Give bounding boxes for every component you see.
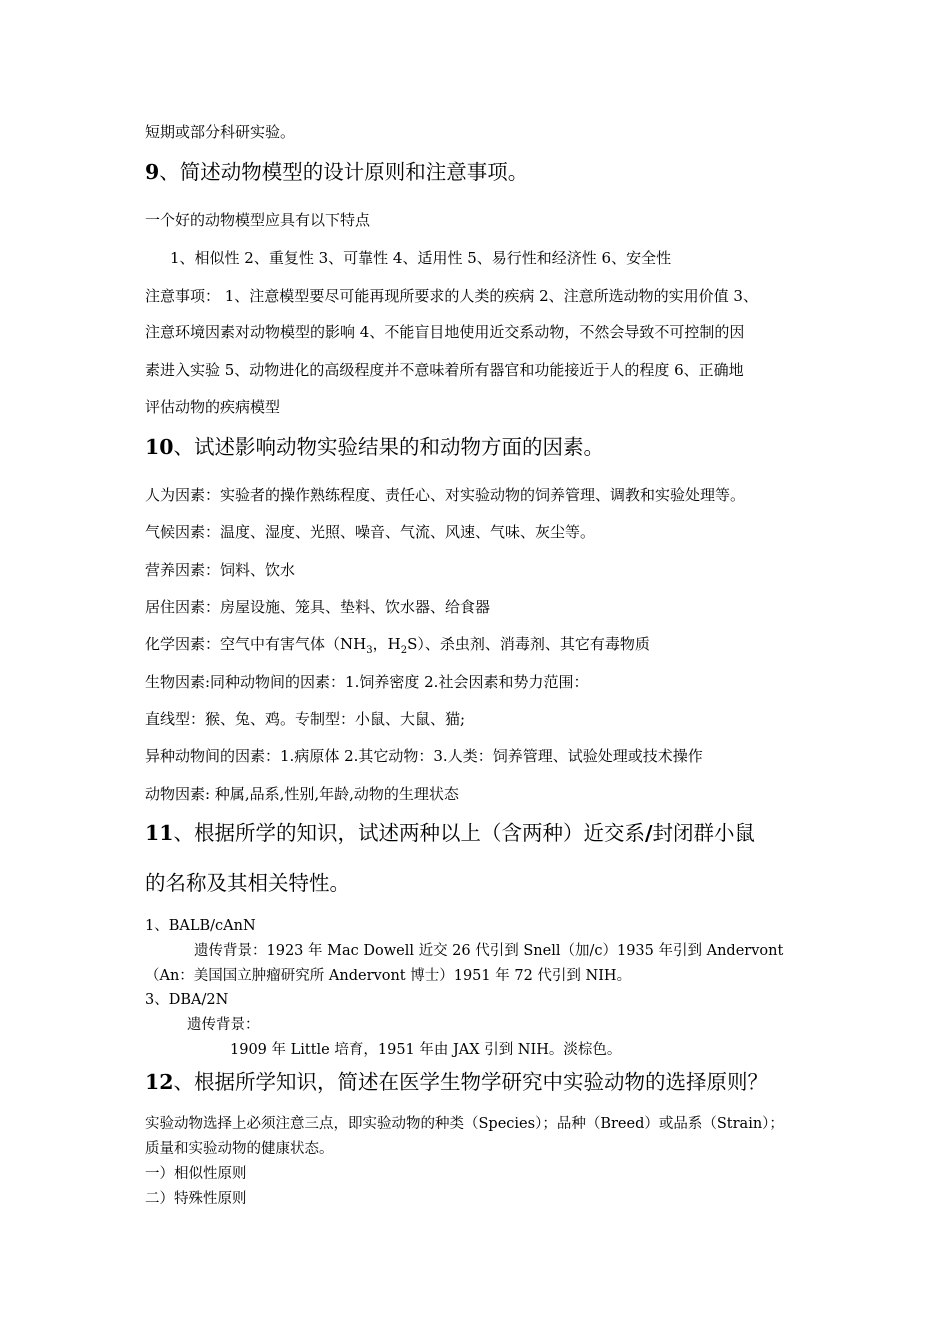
paragraph-text: 1、BALB/cAnN (145, 918, 256, 934)
text-line (145, 990, 228, 1010)
subscript: 3 (366, 645, 373, 656)
text-line (145, 397, 280, 417)
paragraph-text: 遗传背景： (187, 1017, 260, 1033)
paragraph-text: 一）相似性原则 (145, 1166, 247, 1182)
question-text: 、根据所学的知识，试述两种以上（含两种）近交系 (173, 821, 646, 845)
paragraph-text: S）、杀虫剂、消毒剂、其它有毒物质 (407, 635, 650, 653)
text-line (145, 916, 256, 936)
question-text: 、简述动物模型的设计原则和注意事项。 (159, 160, 529, 184)
subscript: 2 (400, 645, 408, 656)
text-line (145, 360, 744, 380)
text-line (145, 597, 490, 617)
paragraph-text: 1909 年 Little 培育，1951 年由 JAX 引到 NIH。淡棕色。 (230, 1042, 622, 1058)
question-heading-10 (145, 433, 604, 461)
paragraph-text: 营养因素：饲料、饮水 (145, 561, 296, 579)
text-line (145, 709, 465, 729)
paragraph-text: （An：美国国立肿瘤研究所 Andervont 博士）1951 年 72 代引到 NIH。 (145, 968, 632, 984)
paragraph-text: 实验动物选择上必须注意三点，即实验动物的种类（Species）；品种（Breed）或品系（Strain）； (145, 1116, 784, 1132)
text-line (145, 560, 295, 580)
question-text: / (645, 821, 653, 845)
paragraph-text: 注意事项： 1、注意模型要尽可能再现所要求的人类的疾病 2、注意所选动物的实用价值 3、 (145, 287, 758, 305)
paragraph-text: 注意环境因素对动物模型的影响 4、不能盲目地使用近交系动物，不然会导致不可控制的因 (145, 323, 745, 341)
text-line (145, 210, 370, 230)
paragraph-text: 一个好的动物模型应具有以下特点 (145, 211, 371, 229)
text-line (230, 1040, 621, 1060)
text-line (145, 485, 745, 505)
text-line (145, 784, 459, 804)
question-number: 9 (145, 160, 160, 184)
question-heading-9 (145, 158, 528, 186)
paragraph-text: 质量和实验动物的健康状态。 (145, 1141, 334, 1157)
paragraph-text: 化学因素：空气中有害气体（NH (145, 635, 367, 653)
text-line (145, 1189, 247, 1209)
paragraph-text: 3、DBA/2N (145, 992, 229, 1008)
text-line (187, 1015, 260, 1035)
question-text: 、根据所学知识，简述在医学生物学研究中实验动物的选择原则？ (173, 1070, 769, 1094)
paragraph-text: 异种动物间的因素：1.病原体 2.其它动物：3.人类：饲养管理、试验处理或技术操作 (145, 747, 703, 765)
text-line (145, 672, 588, 692)
paragraph-text: 动物因素: 种属,品系,性别,年龄,动物的生理状态 (145, 785, 459, 803)
paragraph-text: 短期或部分科研实验。 (145, 123, 296, 141)
text-line (145, 522, 595, 542)
question-number: 12 (145, 1070, 174, 1094)
paragraph-text: 气候因素：温度、湿度、光照、噪音、气流、风速、气味、灰尘等。 (145, 523, 596, 541)
text-line (145, 286, 758, 306)
paragraph-text: 二）特殊性原则 (145, 1191, 247, 1207)
text-line (145, 1114, 784, 1134)
paragraph-text: 素进入实验 5、动物进化的高级程度并不意味着所有器官和功能接近于人的程度 6、正确地 (145, 361, 744, 379)
question-text: 封闭群小鼠 (652, 821, 756, 845)
text-line (194, 941, 783, 961)
text-line (145, 966, 631, 986)
text-line (145, 746, 703, 766)
question-number: 11 (145, 821, 174, 845)
question-text: 的名称及其相关特性。 (145, 871, 350, 895)
question-text: 、试述影响动物实验结果的和动物方面的因素。 (173, 435, 605, 459)
paragraph-text: 居住因素：房屋设施、笼具、垫料、饮水器、给食器 (145, 598, 491, 616)
text-line (145, 1164, 247, 1184)
question-heading-12 (145, 1068, 768, 1096)
paragraph-text: 生物因素:同种动物间的因素：1.饲养密度 2.社会因素和势力范围： (145, 673, 589, 691)
question-number: 10 (145, 435, 174, 459)
text-line (170, 248, 671, 268)
paragraph-text: 直线型：猴、兔、鸡。专制型：小鼠、大鼠、猫; (145, 710, 466, 728)
paragraph-text: 1、相似性 2、重复性 3、可靠性 4、适用性 5、易行性和经济性 6、安全性 (170, 249, 672, 267)
paragraph-text: ，H (372, 635, 401, 653)
text-line (145, 122, 295, 142)
question-heading-11-line2 (145, 869, 350, 897)
text-line (145, 322, 744, 342)
text-line (145, 634, 650, 657)
paragraph-text: 遗传背景：1923 年 Mac Dowell 近交 26 代引到 Snell（加/c）1935 年引到 Andervont (194, 943, 784, 959)
question-heading-11 (145, 819, 755, 847)
paragraph-text: 人为因素：实验者的操作熟练程度、责任心、对实验动物的饲养管理、调教和实验处理等。 (145, 486, 746, 504)
paragraph-text: 评估动物的疾病模型 (145, 398, 281, 416)
text-line (145, 1139, 334, 1159)
